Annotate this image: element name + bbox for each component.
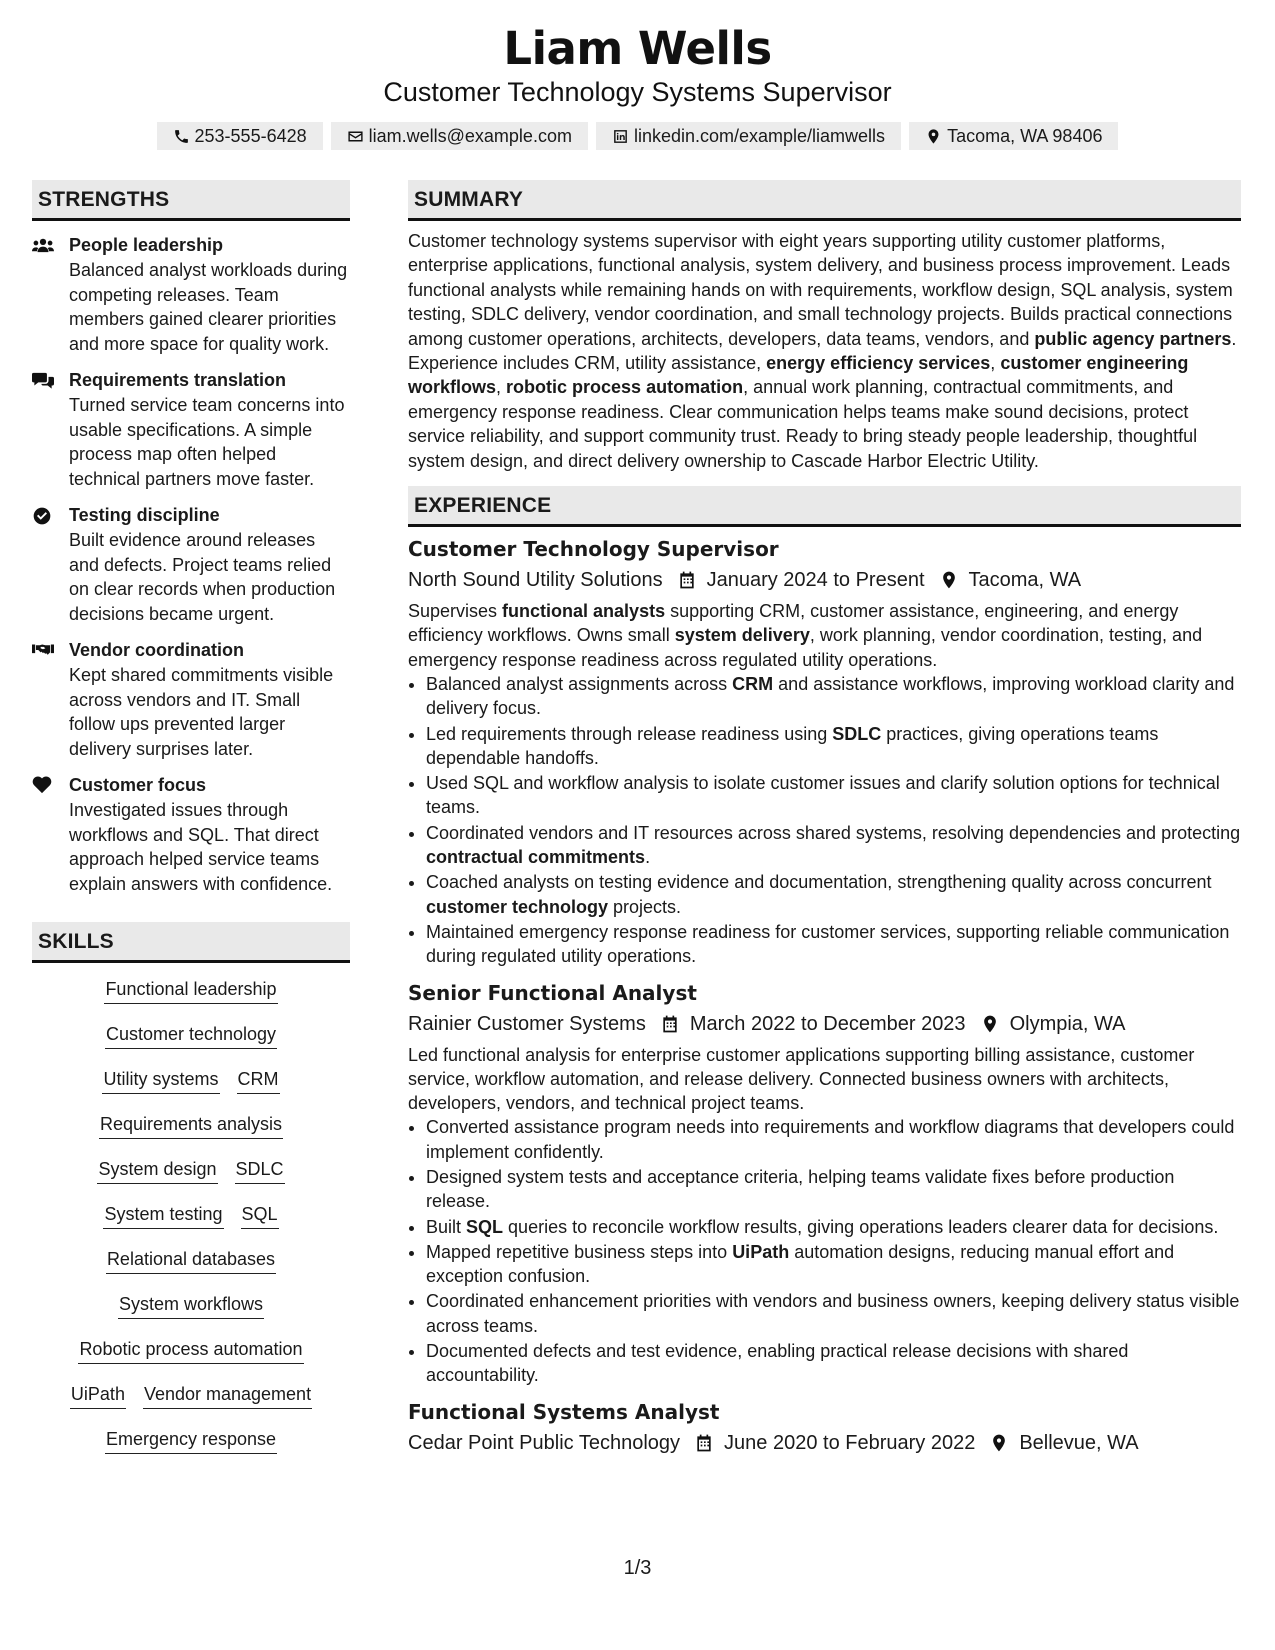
job-title: Functional Systems Analyst bbox=[408, 1399, 720, 1424]
text-segment: Customer technology systems supervisor with eight years supporting utility customer platforms, enterprise applications, functional analysis, system delivery, and business process improvement. Leads functional analysts while remaining hands on with requirements, workflow design, SQL analysis, system testing, SDLC delivery, vendor coordination, and small technology projects. Builds practical connections among customer operations, architects, developers, data teams, vendors, and bbox=[408, 231, 1233, 349]
skill-tag: Functional leadership bbox=[104, 977, 277, 1004]
bullet-item bbox=[426, 1115, 1241, 1164]
strength-desc: Investigated issues through workflows and SQL. That direct approach helped service teams explain answers with confidence. bbox=[69, 800, 333, 894]
strength-desc: Built evidence around releases and defects. Project teams relied on clear records when production decisions became urgent. bbox=[69, 530, 336, 624]
strength-item bbox=[32, 503, 350, 626]
strength-desc: Balanced analyst workloads during competing releases. Team members gained clearer priorities and more space for quality work. bbox=[69, 260, 348, 354]
job-company: Cedar Point Public Technology bbox=[408, 1431, 681, 1454]
map-pin-icon bbox=[925, 128, 942, 145]
text-segment: Designed system tests and acceptance criteria, helping teams validate fixes before production release. bbox=[426, 1167, 1175, 1212]
skill-tag: System workflows bbox=[118, 1292, 264, 1319]
job-location: Bellevue, WA bbox=[1019, 1431, 1139, 1454]
skills-list bbox=[32, 977, 350, 1472]
people-icon bbox=[32, 236, 54, 254]
emphasis-text: CRM bbox=[732, 673, 774, 694]
job-meta bbox=[408, 565, 1241, 595]
bullet-item bbox=[426, 1339, 1241, 1388]
text-segment: supporting CRM, customer assistance, engineering, and energy efficiency workflows. Owns small bbox=[408, 601, 1179, 646]
emphasis-text: functional analysts bbox=[502, 601, 666, 622]
right-column bbox=[408, 180, 1241, 1458]
strengths-list bbox=[32, 233, 350, 896]
speech-bubbles-icon bbox=[32, 371, 54, 389]
skill-tag: Requirements analysis bbox=[99, 1112, 283, 1139]
emphasis-text: SDLC bbox=[832, 723, 882, 744]
skills-heading: SKILLS bbox=[32, 922, 350, 963]
emphasis-text: system delivery bbox=[674, 625, 810, 646]
bullet-item bbox=[426, 1165, 1241, 1214]
text-segment: Balanced analyst assignments across bbox=[426, 673, 733, 694]
emphasis-text: customer technology bbox=[426, 896, 609, 917]
skill-tag: Utility systems bbox=[102, 1067, 219, 1094]
job-dates: March 2022 to December 2023 bbox=[689, 1012, 966, 1035]
job-bullets bbox=[408, 1115, 1241, 1387]
linkedin-icon bbox=[612, 128, 629, 145]
page-number: 1/3 bbox=[623, 1557, 652, 1579]
summary-heading: SUMMARY bbox=[408, 180, 1241, 221]
text-segment: . Experience includes CRM, utility assistance, bbox=[408, 328, 1237, 374]
location-text: Tacoma, WA 98406 bbox=[947, 126, 1103, 146]
handshake-icon bbox=[32, 641, 54, 659]
strength-title: Vendor coordination bbox=[69, 640, 245, 660]
text-segment: practices, giving operations teams dependable handoffs. bbox=[426, 723, 1159, 768]
text-segment: Documented defects and test evidence, enabling practical release decisions with shared accountability. bbox=[426, 1341, 1129, 1386]
text-segment: Coached analysts on testing evidence and documentation, strengthening quality across concurrent bbox=[426, 872, 1212, 893]
job-dates: June 2020 to February 2022 bbox=[724, 1431, 976, 1454]
bullet-item bbox=[426, 1215, 1241, 1239]
experience-heading: EXPERIENCE bbox=[408, 486, 1241, 527]
skill-tag: CRM bbox=[237, 1067, 280, 1094]
text-segment: Coordinated vendors and IT resources across shared systems, resolving dependencies and protecting bbox=[426, 822, 1241, 843]
envelope-icon bbox=[347, 128, 364, 145]
strength-item bbox=[32, 773, 350, 896]
job-title: Senior Functional Analyst bbox=[408, 980, 697, 1005]
skill-tag: SQL bbox=[241, 1202, 279, 1229]
strength-item bbox=[32, 233, 350, 356]
text-segment: Coordinated enhancement priorities with vendors and business owners, keeping delivery status visible across teams. bbox=[426, 1291, 1240, 1336]
contact-linkedin[interactable] bbox=[596, 122, 901, 150]
email-text: liam.wells@example.com bbox=[368, 126, 572, 146]
job-title: Customer Technology Supervisor bbox=[408, 537, 779, 562]
summary-text bbox=[408, 229, 1241, 473]
heart-icon bbox=[32, 776, 52, 794]
text-segment: Built bbox=[426, 1216, 467, 1237]
text-segment: projects. bbox=[608, 896, 682, 917]
emphasis-text: UiPath bbox=[732, 1241, 790, 1262]
text-segment: queries to reconcile workflow results, giving operations leaders clearer data for decisions. bbox=[503, 1216, 1219, 1237]
calendar-icon bbox=[677, 570, 697, 590]
skill-tag: Robotic process automation bbox=[78, 1337, 303, 1364]
text-segment: , work planning, vendor coordination, testing, and emergency response readiness across regulated utility operations. bbox=[408, 625, 1203, 670]
text-segment: and assistance workflows, improving workload clarity and delivery focus. bbox=[426, 673, 1235, 719]
calendar-icon bbox=[694, 1433, 714, 1453]
text-segment: Mapped repetitive business steps into bbox=[426, 1241, 733, 1262]
map-pin-icon bbox=[980, 1014, 1000, 1034]
job-entry bbox=[408, 1398, 1241, 1458]
map-pin-icon bbox=[989, 1433, 1009, 1453]
job-company: Rainier Customer Systems bbox=[408, 1012, 646, 1035]
map-pin-icon bbox=[939, 570, 959, 590]
emphasis-text: public agency partners bbox=[1034, 328, 1232, 349]
candidate-name: Liam Wells bbox=[503, 22, 772, 75]
bullet-item bbox=[426, 722, 1241, 771]
job-meta bbox=[408, 1428, 1241, 1458]
candidate-title: Customer Technology Systems Supervisor bbox=[383, 77, 892, 107]
phone-icon bbox=[173, 128, 190, 145]
emphasis-text: customer engineering workflows bbox=[408, 353, 1189, 398]
job-description bbox=[408, 599, 1241, 672]
skill-tag: System testing bbox=[103, 1202, 223, 1229]
job-entry bbox=[408, 979, 1241, 1388]
text-segment: Converted assistance program needs into requirements and workflow diagrams that developers could implement confidently. bbox=[426, 1117, 1235, 1162]
emphasis-text: contractual commitments bbox=[426, 847, 646, 868]
skill-tag: SDLC bbox=[235, 1157, 285, 1184]
bullet-item bbox=[426, 672, 1241, 721]
bullet-item bbox=[426, 771, 1241, 820]
left-column bbox=[32, 180, 350, 1472]
bullet-item bbox=[426, 1289, 1241, 1338]
text-segment: Led requirements through release readiness using bbox=[426, 723, 833, 744]
strength-title: Customer focus bbox=[69, 775, 207, 795]
skill-tag: System design bbox=[97, 1157, 217, 1184]
text-segment: Maintained emergency response readiness for customer services, supporting reliable communication during regulated utility operations. bbox=[426, 921, 1230, 967]
job-meta bbox=[408, 1009, 1241, 1039]
skill-tag: Customer technology bbox=[105, 1022, 277, 1049]
contact-bar bbox=[0, 122, 1275, 150]
contact-email[interactable] bbox=[331, 122, 588, 150]
strength-item bbox=[32, 368, 350, 491]
skill-tag: Emergency response bbox=[105, 1427, 277, 1454]
skill-tag: Relational databases bbox=[106, 1247, 276, 1274]
strength-item bbox=[32, 638, 350, 761]
skill-tag: Vendor management bbox=[143, 1382, 312, 1409]
job-company: North Sound Utility Solutions bbox=[408, 569, 663, 592]
job-dates: January 2024 to Present bbox=[706, 569, 925, 592]
emphasis-text: robotic process automation bbox=[506, 377, 744, 398]
text-segment: automation designs, reducing manual effort and exception confusion. bbox=[426, 1241, 1175, 1287]
job-location: Tacoma, WA bbox=[968, 569, 1082, 592]
contact-location bbox=[909, 122, 1118, 150]
bullet-item bbox=[426, 870, 1241, 919]
bullet-item bbox=[426, 821, 1241, 870]
text-segment: . bbox=[645, 847, 651, 868]
strength-desc: Turned service team concerns into usable specifications. A simple process map often helped technical partners move faster. bbox=[69, 395, 345, 489]
skill-tag: UiPath bbox=[70, 1382, 126, 1409]
text-segment: Led functional analysis for enterprise customer applications supporting billing assistance, customer service, workflow automation, and release delivery. Connected business owners with architects, developers, vendors, and technical project teams. bbox=[408, 1044, 1195, 1114]
emphasis-text: SQL bbox=[466, 1216, 504, 1237]
text-segment: Supervises bbox=[408, 601, 503, 622]
resume-header bbox=[0, 22, 1275, 150]
text-segment: , bbox=[990, 353, 1001, 374]
phone-text: 253-555-6428 bbox=[194, 126, 307, 146]
strength-title: Requirements translation bbox=[69, 370, 287, 390]
text-segment: , annual work planning, contractual commitments, and emergency response readiness. Clear communication helps teams make sound decisions, protect service reliability, and support community trust. Ready to bring steady people leadership, thoughtful system design, and direct delivery ownership to Cascade Harbor Electric Utility. bbox=[408, 377, 1198, 471]
bullet-item bbox=[426, 1240, 1241, 1289]
strength-title: Testing discipline bbox=[69, 505, 220, 525]
text-segment: Used SQL and workflow analysis to isolate customer issues and clarify solution options for technical teams. bbox=[426, 773, 1220, 818]
emphasis-text: energy efficiency services bbox=[766, 353, 991, 374]
text-segment: , bbox=[496, 377, 507, 398]
strengths-heading: STRENGTHS bbox=[32, 180, 350, 221]
strength-title: People leadership bbox=[69, 235, 224, 255]
job-entry bbox=[408, 535, 1241, 968]
job-bullets bbox=[408, 672, 1241, 969]
strength-desc: Kept shared commitments visible across vendors and IT. Small follow ups prevented larger delivery surprises later. bbox=[69, 665, 334, 759]
bullet-item bbox=[426, 920, 1241, 969]
job-location: Olympia, WA bbox=[1009, 1012, 1126, 1035]
linkedin-text: linkedin.com/example/liamwells bbox=[633, 126, 886, 146]
check-circle-icon bbox=[32, 506, 52, 526]
calendar-icon bbox=[660, 1014, 680, 1034]
contact-phone[interactable] bbox=[157, 122, 323, 150]
job-description bbox=[408, 1043, 1241, 1116]
